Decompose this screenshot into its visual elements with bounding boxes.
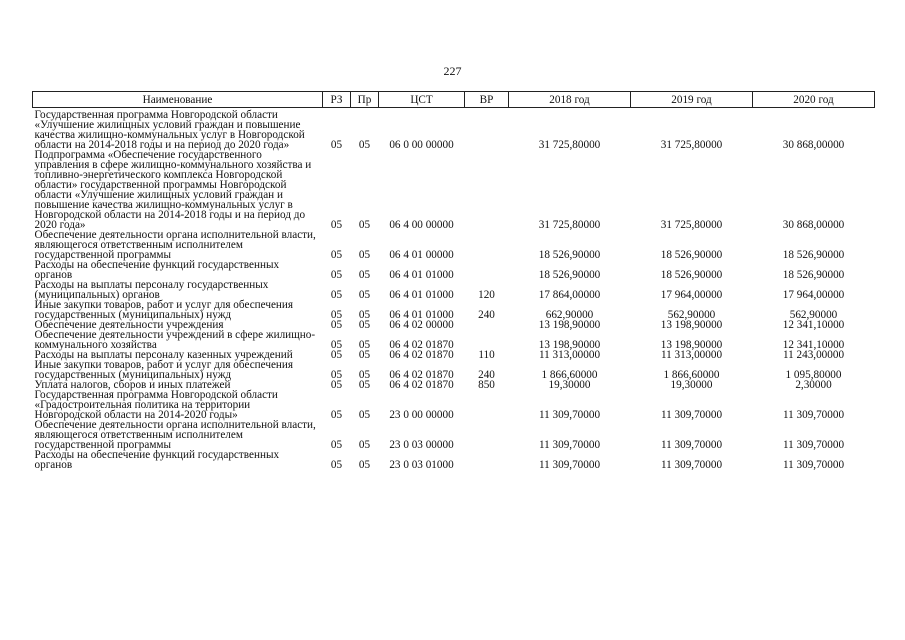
row-2019: 11 309,70000 bbox=[660, 459, 723, 471]
row-2020: 1 095,80000 bbox=[785, 369, 842, 381]
row-2019: 31 725,80000 bbox=[660, 219, 723, 231]
row-vr: 850 bbox=[478, 379, 495, 391]
table-row bbox=[33, 420, 875, 450]
row-rz: 05 bbox=[330, 349, 343, 361]
row-2019: 13 198,90000 bbox=[660, 319, 723, 331]
row-rz: 05 bbox=[330, 339, 343, 351]
table-row bbox=[33, 300, 875, 320]
row-cst: 06 4 01 01000 bbox=[389, 309, 454, 321]
table-row bbox=[33, 150, 875, 230]
row-2019: 11 309,70000 bbox=[660, 439, 723, 451]
row-2019: 18 526,90000 bbox=[660, 269, 723, 281]
row-2018: 662,90000 bbox=[545, 309, 594, 321]
row-vr: 110 bbox=[478, 349, 495, 361]
row-2018: 18 526,90000 bbox=[538, 249, 601, 261]
row-rz: 05 bbox=[330, 219, 343, 231]
row-name: Подпрограмма «Обеспечение государственного управления в сфере жилищно-коммунального хозяйства и топливно-энергетического комплекса Новгородской области» государственной программы Новгородской области «Улучшение жилищных условий граждан и повышение качества жилищно-коммунальных услуг в Новгородской области на 2014-2018 годы и на период до 2020 года» bbox=[34, 149, 312, 231]
row-cst: 23 0 00 00000 bbox=[389, 409, 454, 421]
row-cst: 23 0 03 00000 bbox=[389, 439, 454, 451]
row-pr: 05 bbox=[358, 339, 371, 351]
row-2019: 1 866,60000 bbox=[663, 369, 720, 381]
row-pr: 05 bbox=[358, 309, 371, 321]
row-cst: 06 4 02 01870 bbox=[389, 379, 454, 391]
row-vr: 120 bbox=[478, 289, 495, 301]
row-vr bbox=[465, 230, 509, 260]
row-vr bbox=[465, 420, 509, 450]
row-rz: 05 bbox=[330, 309, 343, 321]
row-2020: 30 868,00000 bbox=[782, 219, 845, 231]
row-name: Уплата налогов, сборов и иных платежей bbox=[34, 379, 231, 391]
row-pr: 05 bbox=[358, 459, 371, 471]
row-2018: 11 309,70000 bbox=[538, 439, 601, 451]
row-2020: 2,30000 bbox=[795, 379, 832, 391]
row-cst: 06 4 01 01000 bbox=[389, 289, 454, 301]
row-pr: 05 bbox=[358, 409, 371, 421]
row-2020: 30 868,00000 bbox=[782, 139, 845, 151]
row-name: Обеспечение деятельности органа исполнительной власти, являющегося ответственным исполнителем государственной программы bbox=[34, 419, 316, 451]
table-row bbox=[33, 260, 875, 280]
row-vr bbox=[465, 390, 509, 420]
row-2018: 11 309,70000 bbox=[538, 459, 601, 471]
row-2019: 19,30000 bbox=[670, 379, 713, 391]
row-2018: 31 725,80000 bbox=[538, 219, 601, 231]
row-2018: 19,30000 bbox=[548, 379, 591, 391]
row-rz: 05 bbox=[330, 289, 343, 301]
row-name: Государственная программа Новгородской области «Градостроительная политика на территории Новгородской области на 2014-2020 годы» bbox=[34, 389, 278, 421]
row-name: Иные закупки товаров, работ и услуг для обеспечения государственных (муниципальных) нужд bbox=[34, 299, 294, 321]
row-vr bbox=[465, 150, 509, 230]
row-cst: 06 4 02 01870 bbox=[389, 339, 454, 351]
row-cst: 06 4 02 01870 bbox=[389, 349, 454, 361]
row-2020: 12 341,10000 bbox=[782, 339, 845, 351]
row-name: Расходы на выплаты персоналу государственных (муниципальных) органов bbox=[34, 279, 269, 301]
row-pr: 05 bbox=[358, 139, 371, 151]
header-2019: 2019 год bbox=[631, 92, 753, 108]
row-2018: 1 866,60000 bbox=[541, 369, 598, 381]
table-row bbox=[33, 330, 875, 350]
row-name: Обеспечение деятельности учреждения bbox=[34, 319, 224, 331]
header-2018: 2018 год bbox=[509, 92, 631, 108]
row-2019: 11 313,00000 bbox=[660, 349, 723, 361]
header-pr: Пр bbox=[351, 92, 379, 108]
table-row bbox=[33, 450, 875, 470]
row-pr: 05 bbox=[358, 439, 371, 451]
row-2020: 12 341,10000 bbox=[782, 319, 845, 331]
row-2019: 562,90000 bbox=[667, 309, 716, 321]
row-2020: 11 309,70000 bbox=[782, 409, 845, 421]
table-row bbox=[33, 230, 875, 260]
row-pr: 05 bbox=[358, 219, 371, 231]
header-vr: ВР bbox=[465, 92, 509, 108]
row-cst: 06 0 00 00000 bbox=[389, 139, 454, 151]
row-cst: 23 0 03 01000 bbox=[389, 459, 454, 471]
table-body bbox=[33, 108, 875, 471]
row-pr: 05 bbox=[358, 349, 371, 361]
row-pr: 05 bbox=[358, 319, 371, 331]
table-header bbox=[33, 92, 875, 108]
row-pr: 05 bbox=[358, 269, 371, 281]
row-2020: 11 309,70000 bbox=[782, 459, 845, 471]
row-rz: 05 bbox=[330, 319, 343, 331]
row-cst: 06 4 01 00000 bbox=[389, 249, 454, 261]
row-vr bbox=[465, 330, 509, 350]
row-vr bbox=[465, 108, 509, 151]
row-vr: 240 bbox=[478, 369, 495, 381]
row-name: Расходы на обеспечение функций государственных органов bbox=[34, 449, 280, 471]
row-rz: 05 bbox=[330, 409, 343, 421]
row-cst: 06 4 02 01870 bbox=[389, 369, 454, 381]
row-name: Обеспечение деятельности учреждений в сфере жилищно-коммунального хозяйства bbox=[34, 329, 316, 351]
table-row bbox=[33, 280, 875, 300]
row-rz: 05 bbox=[330, 459, 343, 471]
table-row bbox=[33, 108, 875, 151]
table-row bbox=[33, 390, 875, 420]
row-2019: 31 725,80000 bbox=[660, 139, 723, 151]
header-name: Наименование bbox=[33, 92, 323, 108]
row-2020: 11 243,00000 bbox=[782, 349, 845, 361]
table-row bbox=[33, 360, 875, 380]
budget-table bbox=[32, 91, 875, 470]
row-2018: 13 198,90000 bbox=[538, 339, 601, 351]
row-pr: 05 bbox=[358, 289, 371, 301]
row-rz: 05 bbox=[330, 269, 343, 281]
header-2020: 2020 год bbox=[753, 92, 875, 108]
row-rz: 05 bbox=[330, 369, 343, 381]
row-rz: 05 bbox=[330, 439, 343, 451]
row-2020: 11 309,70000 bbox=[782, 439, 845, 451]
row-2019: 13 198,90000 bbox=[660, 339, 723, 351]
row-cst: 06 4 01 01000 bbox=[389, 269, 454, 281]
header-row bbox=[33, 92, 875, 108]
row-rz: 05 bbox=[330, 249, 343, 261]
row-2018: 17 864,00000 bbox=[538, 289, 601, 301]
row-pr: 05 bbox=[358, 249, 371, 261]
row-2018: 31 725,80000 bbox=[538, 139, 601, 151]
row-2019: 17 964,00000 bbox=[660, 289, 723, 301]
row-2018: 11 309,70000 bbox=[538, 409, 601, 421]
row-2018: 18 526,90000 bbox=[538, 269, 601, 281]
row-2020: 18 526,90000 bbox=[782, 269, 845, 281]
row-vr: 240 bbox=[478, 309, 495, 321]
row-2020: 18 526,90000 bbox=[782, 249, 845, 261]
row-2019: 18 526,90000 bbox=[660, 249, 723, 261]
row-2019: 11 309,70000 bbox=[660, 409, 723, 421]
row-name: Государственная программа Новгородской области «Улучшение жилищных условий граждан и повышение качества жилищно-коммунальных услуг в Новгородской области на 2014-2018 годы и на период до 2020 года» bbox=[34, 109, 305, 151]
header-cst: ЦСТ bbox=[379, 92, 465, 108]
row-vr bbox=[465, 450, 509, 470]
row-2018: 13 198,90000 bbox=[538, 319, 601, 331]
row-pr: 05 bbox=[358, 369, 371, 381]
row-name: Расходы на выплаты персоналу казенных учреждений bbox=[34, 349, 293, 361]
row-vr bbox=[465, 260, 509, 280]
row-cst: 06 4 02 00000 bbox=[389, 319, 454, 331]
row-rz: 05 bbox=[330, 139, 343, 151]
page-number: 227 bbox=[443, 64, 462, 78]
row-2020: 17 964,00000 bbox=[782, 289, 845, 301]
row-name: Иные закупки товаров, работ и услуг для обеспечения государственных (муниципальных) нужд bbox=[34, 359, 294, 381]
row-pr: 05 bbox=[358, 379, 371, 391]
row-rz: 05 bbox=[330, 379, 343, 391]
row-vr bbox=[465, 320, 509, 330]
row-2018: 11 313,00000 bbox=[538, 349, 601, 361]
row-name: Обеспечение деятельности органа исполнительной власти, являющегося ответственным исполнителем государственной программы bbox=[34, 229, 316, 261]
row-cst: 06 4 00 00000 bbox=[389, 219, 454, 231]
header-rz: РЗ bbox=[323, 92, 351, 108]
row-2020: 562,90000 bbox=[789, 309, 838, 321]
row-name: Расходы на обеспечение функций государственных органов bbox=[34, 259, 280, 281]
